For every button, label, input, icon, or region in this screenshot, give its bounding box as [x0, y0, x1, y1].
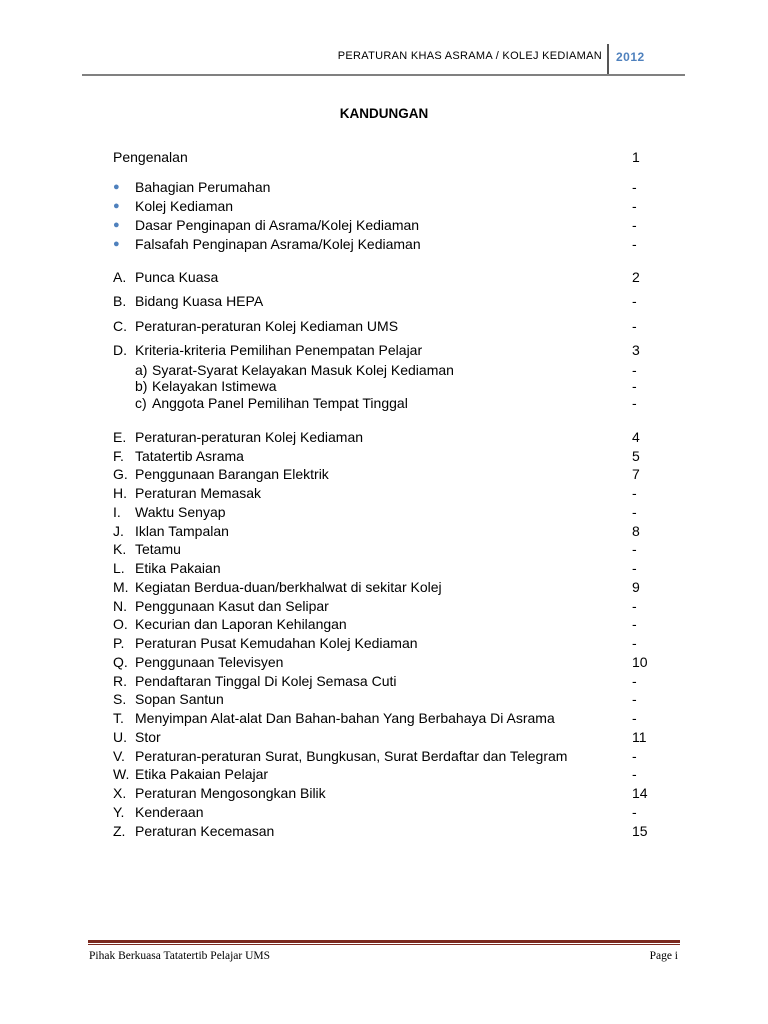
toc-section-item	[113, 292, 653, 310]
toc-item-letter: O.	[113, 616, 128, 632]
toc-item-page: -	[632, 598, 637, 614]
toc-item-text: Peraturan Pusat Kemudahan Kolej Kediaman	[135, 635, 418, 651]
toc-item-page: -	[632, 616, 637, 632]
toc-item-text: Penggunaan Televisyen	[135, 654, 284, 670]
toc-item-text: Peraturan-peraturan Kolej Kediaman	[135, 429, 364, 445]
toc-bullet-item	[113, 197, 653, 215]
toc-item-page: 5	[632, 448, 640, 464]
toc-item-text: Punca Kuasa	[135, 269, 219, 285]
toc-section-item	[113, 341, 653, 359]
toc-item-page: -	[632, 236, 637, 252]
toc-item-page: -	[632, 804, 637, 820]
toc-item-text: Kecurian dan Laporan Kehilangan	[135, 616, 347, 632]
toc-section-item	[113, 634, 653, 652]
toc-intro	[113, 148, 653, 166]
toc-item-text: Peraturan Mengosongkan Bilik	[135, 785, 326, 801]
toc-section-item	[113, 765, 653, 783]
toc-item-letter: C.	[113, 318, 127, 334]
toc-item-page: -	[632, 318, 637, 334]
toc-item-letter: D.	[113, 342, 127, 358]
toc-section-item	[113, 728, 653, 746]
toc-item-page: -	[632, 635, 637, 651]
toc-item-text: Syarat-Syarat Kelayakan Masuk Kolej Kediaman	[152, 362, 454, 378]
bullet-icon: ●	[113, 238, 120, 250]
toc-item-text: Stor	[135, 729, 161, 745]
page-title: KANDUNGAN	[339, 106, 429, 121]
toc-item-text: Kolej Kediaman	[135, 198, 234, 214]
toc-subsection-item	[113, 394, 653, 412]
toc-item-letter: W.	[113, 766, 130, 782]
toc-item-page: -	[632, 673, 637, 689]
toc-section-item	[113, 268, 653, 286]
toc-item-text: Kriteria-kriteria Pemilihan Penempatan Pelajar	[135, 342, 423, 358]
toc-section-item	[113, 522, 653, 540]
toc-item-page: 10	[632, 654, 648, 670]
footer-left-text: Pihak Berkuasa Tatatertib Pelajar UMS	[89, 950, 271, 962]
toc-item-letter: U.	[113, 729, 127, 745]
toc-section-item	[113, 503, 653, 521]
toc-section-item	[113, 672, 653, 690]
bullet-icon: ●	[113, 181, 120, 193]
footer-page-number: Page i	[649, 950, 678, 962]
toc-section-item	[113, 540, 653, 558]
toc-item-page: 11	[632, 729, 647, 745]
toc-item-text: Tetamu	[135, 541, 181, 557]
toc-section-item	[113, 428, 653, 446]
toc-item-letter: Z.	[113, 823, 126, 839]
toc-item-page: 9	[632, 579, 640, 595]
toc-item-letter: N.	[113, 598, 127, 614]
toc-item-page: -	[632, 766, 637, 782]
toc-section-item	[113, 317, 653, 335]
header-rule	[82, 74, 685, 76]
footer-rule-thin	[88, 944, 680, 945]
toc-section-item	[113, 465, 653, 483]
toc-section-item	[113, 803, 653, 821]
toc-item-letter: A.	[113, 269, 127, 285]
toc-item-letter: J.	[113, 523, 124, 539]
toc-item-page: -	[632, 485, 637, 501]
toc-item-letter: L.	[113, 560, 125, 576]
toc-item-text: Kenderaan	[135, 804, 204, 820]
toc-item-text: Pengenalan	[113, 149, 188, 165]
toc-item-text: Menyimpan Alat-alat Dan Bahan-bahan Yang Berbahaya Di Asrama	[135, 710, 555, 726]
toc-item-page: 4	[632, 429, 640, 445]
bullet-icon: ●	[113, 200, 120, 212]
toc-item-page: -	[632, 560, 637, 576]
toc-section-item	[113, 578, 653, 596]
toc-item-text: Peraturan Memasak	[135, 485, 262, 501]
toc-item-letter: E.	[113, 429, 127, 445]
toc-item-page: -	[632, 504, 637, 520]
toc-item-letter: K.	[113, 541, 127, 557]
toc-item-text: Kegiatan Berdua-duan/berkhalwat di sekitar Kolej	[135, 579, 442, 595]
toc-item-letter: V.	[113, 748, 125, 764]
toc-item-page: -	[632, 395, 637, 411]
toc-section-item	[113, 822, 653, 840]
toc-item-text: Penggunaan Barangan Elektrik	[135, 466, 329, 482]
toc-item-page: 14	[632, 785, 648, 801]
toc-item-text: Waktu Senyap	[135, 504, 226, 520]
toc-item-text: Kelayakan Istimewa	[152, 378, 277, 394]
toc-item-text: Pendaftaran Tinggal Di Kolej Semasa Cuti	[135, 673, 397, 689]
toc-item-page: -	[632, 710, 637, 726]
toc-item-letter: S.	[113, 691, 127, 707]
toc-item-text: Etika Pakaian Pelajar	[135, 766, 269, 782]
toc-section-item	[113, 690, 653, 708]
toc-item-letter: B.	[113, 293, 127, 309]
toc-item-text: Peraturan Kecemasan	[135, 823, 275, 839]
toc-item-text: Anggota Panel Pemilihan Tempat Tinggal	[152, 395, 408, 411]
toc-item-text: Dasar Penginapan di Asrama/Kolej Kediaman	[135, 217, 420, 233]
header-divider	[607, 44, 609, 74]
toc-section-item	[113, 653, 653, 671]
toc-item-letter: M.	[113, 579, 129, 595]
toc-item-page: -	[632, 362, 637, 378]
footer-rule	[88, 940, 680, 943]
header-title: PERATURAN KHAS ASRAMA / KOLEJ KEDIAMAN	[337, 50, 602, 62]
toc-item-letter: I.	[113, 504, 121, 520]
toc-item-letter: b)	[135, 378, 148, 394]
toc-item-text: Bahagian Perumahan	[135, 179, 271, 195]
toc-item-letter: Q.	[113, 654, 128, 670]
toc-item-letter: F.	[113, 448, 124, 464]
toc-item-text: Sopan Santun	[135, 691, 224, 707]
toc-bullet-item	[113, 216, 653, 234]
toc-item-page: -	[632, 378, 637, 394]
toc-item-letter: a)	[135, 362, 148, 378]
toc-item-page: 8	[632, 523, 640, 539]
toc-item-letter: G.	[113, 466, 128, 482]
toc-item-text: Penggunaan Kasut dan Selipar	[135, 598, 329, 614]
toc-item-letter: R.	[113, 673, 127, 689]
toc-section-item	[113, 559, 653, 577]
header-year: 2012	[616, 50, 645, 64]
toc-item-text: Peraturan-peraturan Surat, Bungkusan, Surat Berdaftar dan Telegram	[135, 748, 568, 764]
toc-section-item	[113, 597, 653, 615]
toc-item-text: Falsafah Penginapan Asrama/Kolej Kediaman	[135, 236, 421, 252]
toc-item-page: -	[632, 293, 637, 309]
toc-item-letter: X.	[113, 785, 127, 801]
toc-item-letter: c)	[135, 395, 147, 411]
toc-item-text: Tatatertib Asrama	[135, 448, 244, 464]
toc-item-page: 7	[632, 466, 640, 482]
toc-item-text: Bidang Kuasa HEPA	[135, 293, 264, 309]
toc-item-letter: H.	[113, 485, 127, 501]
toc-item-letter: T.	[113, 710, 124, 726]
toc-subsection-item	[113, 377, 653, 395]
toc-section-item	[113, 709, 653, 727]
toc-item-page: 15	[632, 823, 648, 839]
toc-item-letter: P.	[113, 635, 125, 651]
toc-item-page: -	[632, 748, 637, 764]
toc-section-item	[113, 484, 653, 502]
toc-section-item	[113, 615, 653, 633]
toc-item-letter: Y.	[113, 804, 125, 820]
toc-bullet-item	[113, 178, 653, 196]
toc-bullet-item	[113, 235, 653, 253]
toc-section-item	[113, 784, 653, 802]
toc-item-page: 2	[632, 269, 640, 285]
toc-item-page: -	[632, 179, 637, 195]
toc-item-page: -	[632, 198, 637, 214]
toc-section-item	[113, 747, 653, 765]
bullet-icon: ●	[113, 219, 120, 231]
toc-item-page: -	[632, 217, 637, 233]
toc-item-page: -	[632, 691, 637, 707]
toc-item-text: Peraturan-peraturan Kolej Kediaman UMS	[135, 318, 399, 334]
toc-item-text: Etika Pakaian	[135, 560, 221, 576]
toc-item-page: -	[632, 541, 637, 557]
toc-item-text: Iklan Tampalan	[135, 523, 229, 539]
toc-section-item	[113, 447, 653, 465]
toc-item-page: 1	[632, 149, 640, 165]
toc-item-page: 3	[632, 342, 640, 358]
